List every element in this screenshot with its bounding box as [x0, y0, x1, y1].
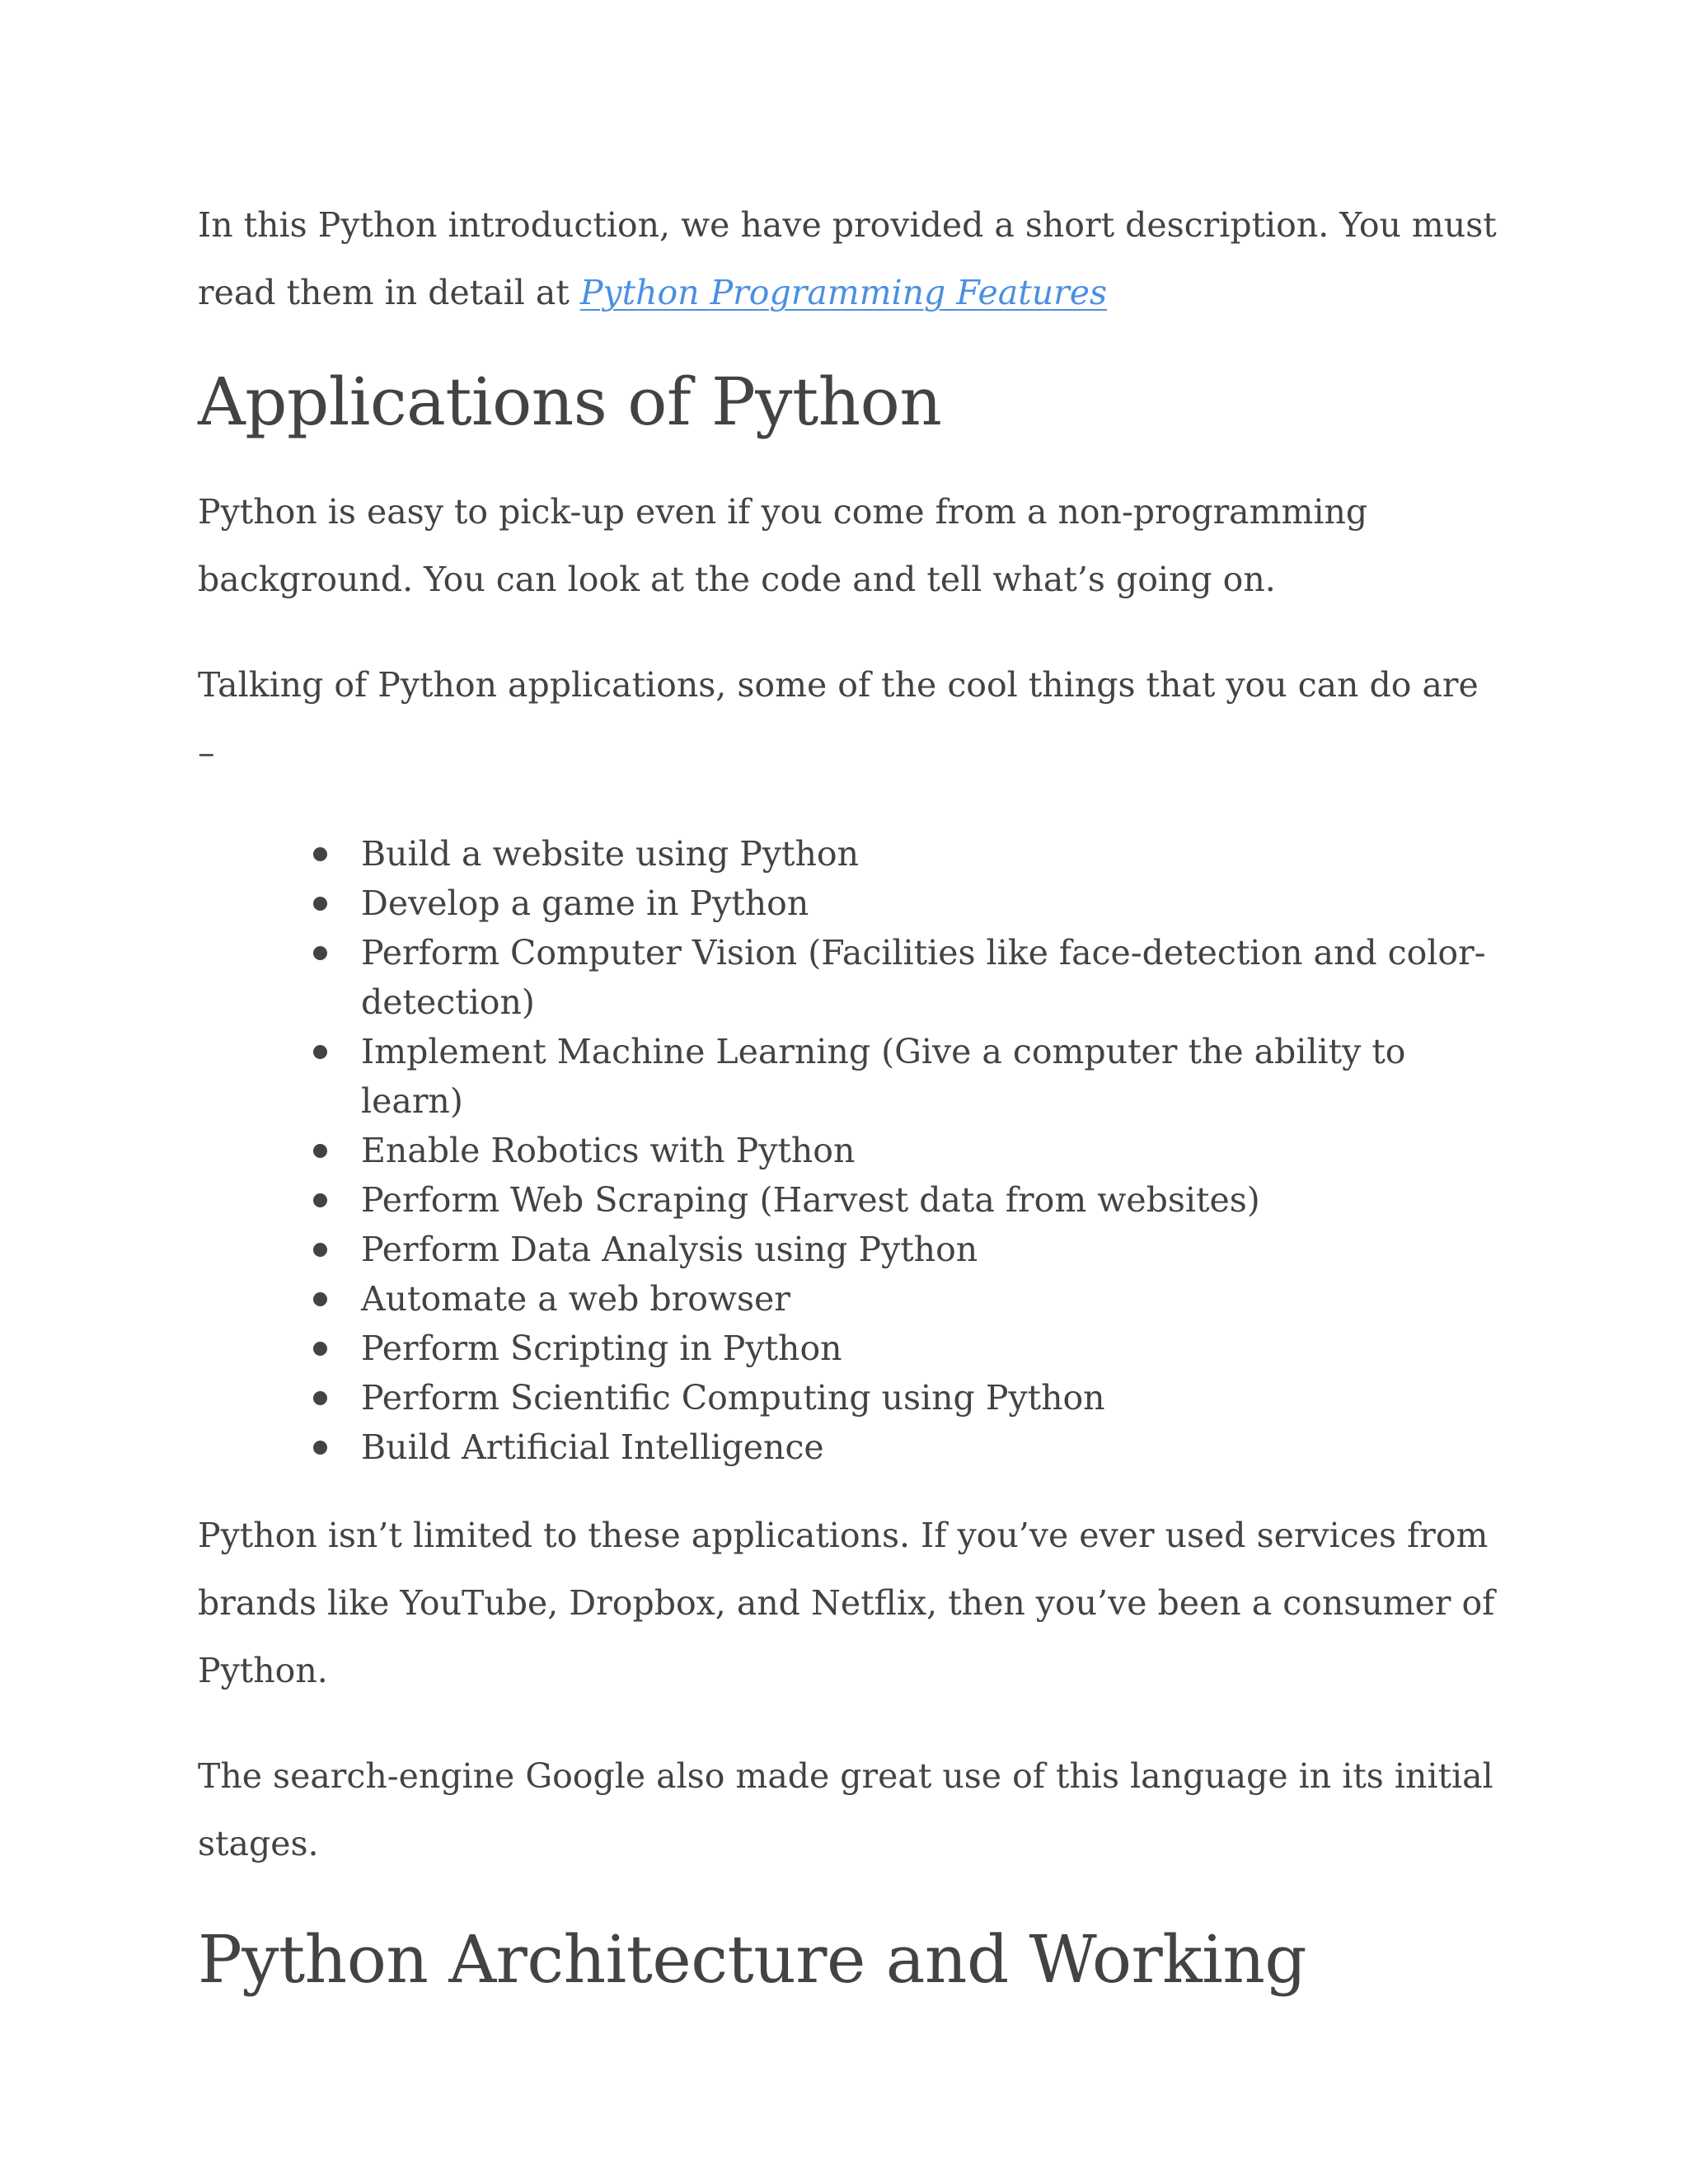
- list-item: Build Artificial Intelligence: [361, 1422, 1500, 1472]
- document-page: [198, 191, 1500, 2001]
- bullet-icon: [313, 1342, 327, 1356]
- list-item: Perform Data Analysis using Python: [361, 1225, 1500, 1274]
- bullet-icon: [313, 1144, 327, 1158]
- bullet-icon: [313, 897, 327, 911]
- bullet-icon: [313, 1193, 327, 1207]
- brands-paragraph: Python isn’t limited to these applications. If you’ve ever used services from brands like YouTube, Dropbox, and Netflix, then you’ve been a consumer of Python.: [198, 1516, 1495, 1690]
- google-paragraph: The search-engine Google also made great use of this language in its initial stages.: [198, 1756, 1493, 1863]
- list-item: Enable Robotics with Python: [361, 1126, 1500, 1175]
- bullet-icon: [313, 946, 327, 960]
- intro-text: In this Python introduction, we have provided a short description. You must read them in detail at: [198, 205, 1497, 312]
- list-item: Perform Scripting in Python: [361, 1324, 1500, 1373]
- list-item: Perform Web Scraping (Harvest data from websites): [361, 1175, 1500, 1225]
- list-item: Perform Scientific Computing using Python: [361, 1373, 1500, 1422]
- list-item: Develop a game in Python: [361, 879, 1500, 928]
- applications-intro-paragraph: Talking of Python applications, some of the cool things that you can do are –: [198, 665, 1479, 772]
- bullet-icon: [313, 1391, 327, 1405]
- bullet-icon: [313, 847, 327, 861]
- bullet-icon: [313, 1243, 327, 1257]
- list-item: Implement Machine Learning (Give a computer the ability to learn): [361, 1027, 1500, 1126]
- python-features-link[interactable]: Python Programming Features: [579, 273, 1108, 312]
- list-item: Automate a web browser: [361, 1274, 1500, 1324]
- intro-paragraph: [198, 191, 1500, 326]
- applications-heading: Applications of Python: [198, 363, 942, 440]
- bullet-icon: [313, 1441, 327, 1455]
- easy-pickup-paragraph: Python is easy to pick-up even if you come from a non-programming background. You can look at the code and tell what’s going on.: [198, 492, 1368, 599]
- bullet-icon: [313, 1045, 327, 1059]
- applications-list: [198, 829, 1500, 1472]
- bullet-icon: [313, 1292, 327, 1306]
- architecture-heading: Python Architecture and Working: [198, 1921, 1307, 1998]
- list-item: Build a website using Python: [361, 829, 1500, 879]
- list-item: Perform Computer Vision (Facilities like face-detection and color-detection): [361, 928, 1500, 1027]
